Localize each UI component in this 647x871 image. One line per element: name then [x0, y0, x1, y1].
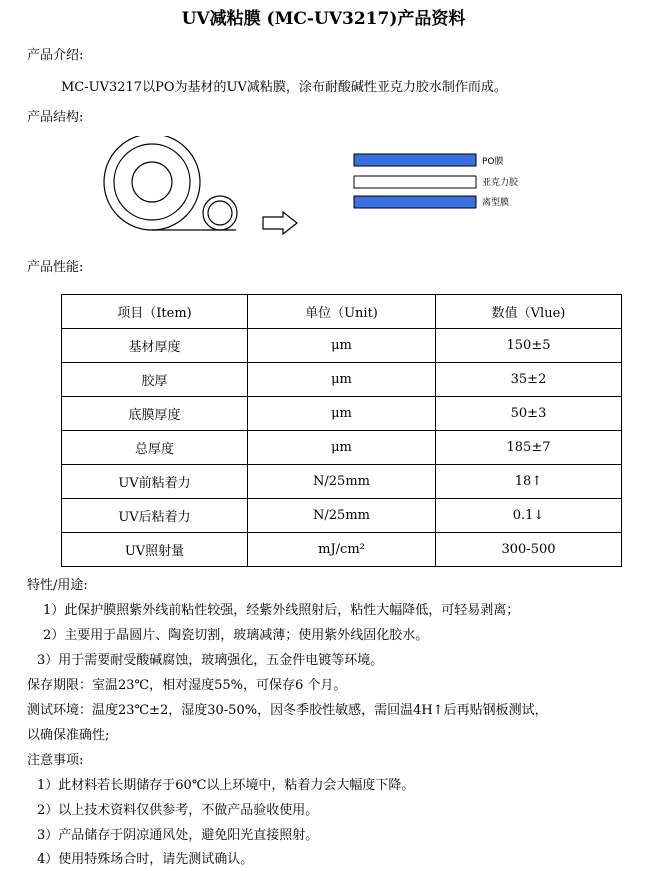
- cell-value: 35±2: [436, 363, 622, 397]
- cell-value: 300-500: [436, 533, 622, 567]
- cell-unit: mJ/cm²: [248, 533, 436, 567]
- layer-release-film: [354, 196, 476, 208]
- layer-acrylic-adhesive: [354, 176, 476, 188]
- cell-value: 150±5: [436, 329, 622, 363]
- cell-unit: μm: [248, 329, 436, 363]
- cell-value: 0.1↓: [436, 499, 622, 533]
- cell-item: 基材厚度: [62, 329, 248, 363]
- layer-label-release: 离型膜: [482, 198, 510, 208]
- table-row: [62, 397, 622, 431]
- cell-item: 底膜厚度: [62, 397, 248, 431]
- film-roll-icon: [104, 136, 237, 230]
- table-row: [62, 465, 622, 499]
- cell-item: UV前粘着力: [62, 465, 248, 499]
- performance-heading: 产品性能:: [27, 260, 84, 275]
- cell-item: 胶厚: [62, 363, 248, 397]
- storage-text: 保存期限：室温23℃，相对湿度55%，可保存6 个月。: [27, 678, 347, 693]
- layer-label-po: PO膜: [482, 157, 504, 167]
- structure-heading: 产品结构:: [27, 110, 84, 125]
- arrow-right-icon: [263, 212, 297, 234]
- cell-value: 50±3: [436, 397, 622, 431]
- cell-unit: μm: [248, 397, 436, 431]
- properties-table: [61, 294, 622, 567]
- note-item: 3）产品储存于阴凉通风处，避免阳光直接照射。: [37, 828, 319, 843]
- feature-item: 1）此保护膜照紫外线前粘性较强，经紫外线照射后，粘性大幅降低，可轻易剥离；: [43, 603, 520, 618]
- cell-unit: μm: [248, 431, 436, 465]
- layer-po-film: [354, 154, 476, 166]
- header-item: 项目（Item): [62, 295, 248, 329]
- cell-value: 185±7: [436, 431, 622, 465]
- table-row: [62, 499, 622, 533]
- feature-item: 2）主要用于晶圆片、陶瓷切割，玻璃减薄；使用紫外线固化胶水。: [43, 628, 429, 643]
- cell-unit: N/25mm: [248, 499, 436, 533]
- table-header-row: [62, 295, 622, 329]
- features-heading: 特性/用途:: [27, 578, 88, 593]
- intro-heading: 产品介绍:: [27, 48, 84, 63]
- notes-heading: 注意事项:: [27, 753, 84, 768]
- test-env-line1: 测试环境：温度23℃±2，湿度30-50%，因冬季胶性敏感，需回温4H↑后再贴钢板测试，: [27, 703, 548, 718]
- table-row: [62, 329, 622, 363]
- cell-unit: N/25mm: [248, 465, 436, 499]
- table-row: [62, 533, 622, 567]
- header-unit: 单位（Unit): [248, 295, 436, 329]
- note-item: 2）以上技术资料仅供参考，不做产品验收使用。: [37, 803, 319, 818]
- cell-item: UV后粘着力: [62, 499, 248, 533]
- table-row: [62, 363, 622, 397]
- header-value: 数值（Vlue): [436, 295, 622, 329]
- table-row: [62, 431, 622, 465]
- layer-label-acrylic: 亚克力胶: [482, 178, 519, 188]
- note-item: 4）使用特殊场合时，请先测试确认。: [37, 852, 254, 867]
- note-item: 1）此材料若长期储存于60℃以上环境中，粘着力会大幅度下降。: [37, 778, 415, 793]
- feature-item: 3）用于需要耐受酸碱腐蚀，玻璃强化，五金件电镀等环境。: [37, 653, 384, 668]
- cell-unit: μm: [248, 363, 436, 397]
- document-title: UV减粘膜 (MC-UV3217)产品资料: [181, 9, 466, 29]
- structure-diagram: [100, 136, 540, 236]
- cell-item: 总厚度: [62, 431, 248, 465]
- cell-item: UV照射量: [62, 533, 248, 567]
- test-env-line2: 以确保准确性;: [27, 728, 110, 743]
- intro-text: MC-UV3217以PO为基材的UV减粘膜，涂布耐酸碱性亚克力胶水制作而成。: [61, 80, 507, 95]
- cell-value: 18↑: [436, 465, 622, 499]
- structure-svg: [100, 136, 540, 236]
